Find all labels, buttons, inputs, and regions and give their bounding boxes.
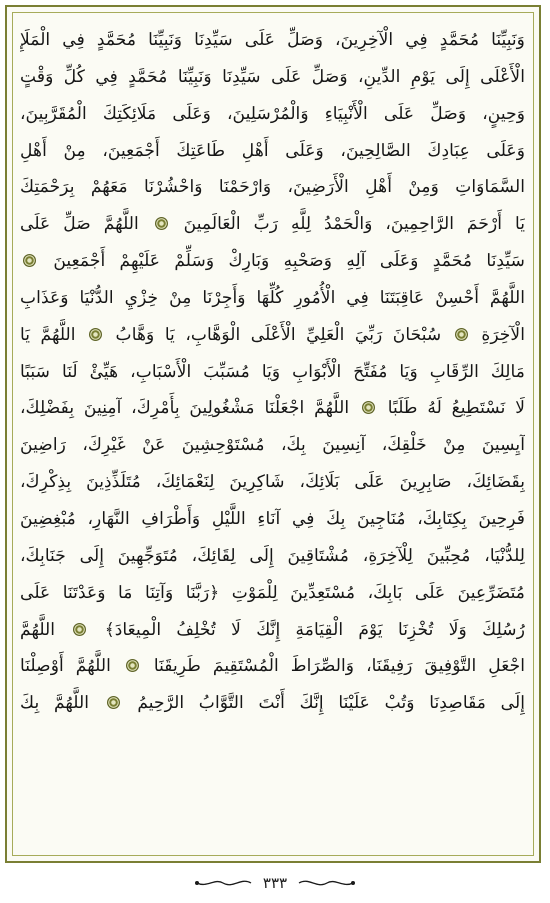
text-line: اللَّهُمَّ أَحْسِنْ عَاقِبَتَنَا فِي الْأُمُورِ كُلِّهَا وَأَجِرْنَا مِنْ خِزْيِ الدُّنْيَا وَعَذَابِ — [20, 287, 525, 308]
text-line: مُتَضَرِّعِينَ عَلَى بَابِكَ، مُسْتَعِدِّينَ لِلْمَوْتِ ﴿رَبَّنَا وَآتِنَا مَا وَعَدْتَنَا عَلَى — [20, 582, 525, 603]
rosette-icon — [362, 401, 375, 414]
text-line: آيِسِينَ مِنْ خَلْقِكَ، آنِسِينَ بِكَ، مُسْتَوْحِشِينَ عَنْ غَيْرِكَ، رَاضِينَ — [20, 435, 525, 456]
flourish-icon — [193, 876, 253, 890]
text-line: الْآخِرَةِ سُبْحَانَ رَبِّيَ الْعَلِيِّ الْأَعْلَى الْوَهَّابِ، يَا وَهَّابُ اللَّهُمَّ يَا — [20, 324, 525, 345]
rosette-icon — [155, 217, 168, 230]
flourish-icon — [297, 876, 357, 890]
text-line: لَا نَسْتَطِيعُ لَهُ طَلَبًا اللَّهُمَّ اجْعَلْنَا مَشْغُولِينَ بِأَمْرِكَ، آمِنِينَ بِفَضْلِكَ، — [20, 398, 525, 419]
rosette-icon — [23, 254, 36, 267]
rosette-icon — [89, 328, 102, 341]
text-line: وَحِينٍ، وَصَلِّ عَلَى الْأَنْبِيَاءِ وَالْمُرْسَلِينَ، وَعَلَى مَلَائِكَتِكَ الْمُقَرَّبِينَ، — [20, 103, 525, 124]
rosette-icon — [126, 659, 139, 672]
text-line: بِقَضَائِكَ، صَابِرِينَ عَلَى بَلَائِكَ، شَاكِرِينَ لِنَعْمَائِكَ، مُتَلَذِّذِينَ بِذِكْرِكَ، — [20, 472, 525, 493]
rosette-icon — [107, 696, 120, 709]
text-line: السَّمَاوَاتِ وَمِنْ أَهْلِ الْأَرَضِينَ، وَارْحَمْنَا وَاحْشُرْنَا مَعَهُمْ بِرَحْمَتِكَ — [20, 177, 525, 198]
text-line: رُسُلِكَ وَلَا تُخْزِنَا يَوْمَ الْقِيَامَةِ إِنَّكَ لَا تُخْلِفُ الْمِيعَادَ﴾ اللَّهُمَّ — [20, 619, 525, 640]
text-line: سَيِّدِنَا مُحَمَّدٍ وَعَلَى آلِهِ وَصَحْبِهِ وَبَارِكْ وَسَلِّمْ عَلَيْهِمْ أَجْمَعِينَ — [20, 243, 525, 280]
rosette-icon — [73, 623, 86, 636]
page-number: ٣٣٣ — [262, 874, 288, 892]
text-line: وَعَلَى عِبَادِكَ الصَّالِحِينَ، وَعَلَى أَهْلِ طَاعَتِكَ أَجْمَعِينَ، مِنْ أَهْلِ — [20, 140, 525, 161]
text-line: لِلدُّنْيَا، مُحِبِّينَ لِلْآخِرَةِ، مُشْتَاقِينَ إِلَى لِقَائِكَ، مُتَوَجِّهِينَ إِلَى جَنَابِكَ، — [20, 545, 525, 566]
text-line: إِلَى مَقَاصِدِنَا وَتُبْ عَلَيْنَا إِنَّكَ أَنْتَ التَّوَّابُ الرَّحِيمُ اللَّهُمَّ بِكَ — [20, 693, 525, 714]
prayer-text-block — [20, 22, 525, 722]
text-line: الْأَعْلَى إِلَى يَوْمِ الدِّينِ، وَصَلِّ عَلَى سَيِّدِنَا وَنَبِيِّنَا مُحَمَّدٍ فِي كُلِّ وَقْتٍ — [20, 66, 525, 87]
text-line: يَا أَرْحَمَ الرَّاحِمِينَ، وَالْحَمْدُ لِلَّهِ رَبِّ الْعَالَمِينَ اللَّهُمَّ صَلِّ عَلَى — [20, 214, 525, 235]
text-line: مَالِكَ الرِّقَابِ وَيَا مُفَتِّحَ الْأَبْوَابِ وَيَا مُسَبِّبَ الْأَسْبَابِ، هَيِّئْ لَنَا سَبَبًا — [20, 361, 525, 382]
page-footer — [0, 868, 550, 898]
text-line: فَرِحِينَ بِكِتَابِكَ، مُنَاجِينَ بِكَ فِي آنَاءِ اللَّيْلِ وَأَطْرَافِ النَّهَارِ، مُبْغِضِينَ — [20, 508, 525, 529]
text-line: اجْعَلِ التَّوْفِيقَ رَفِيقَنَا، وَالصِّرَاطَ الْمُسْتَقِيمَ طَرِيقَنَا اللَّهُمَّ أَوْصِلْنَا — [20, 656, 525, 677]
rosette-icon — [455, 328, 468, 341]
text-line: وَنَبِيِّنَا مُحَمَّدٍ فِي الْآخِرِينَ، وَصَلِّ عَلَى سَيِّدِنَا وَنَبِيِّنَا مُحَمَّدٍ فِي الْمَلَإِ — [20, 30, 525, 50]
